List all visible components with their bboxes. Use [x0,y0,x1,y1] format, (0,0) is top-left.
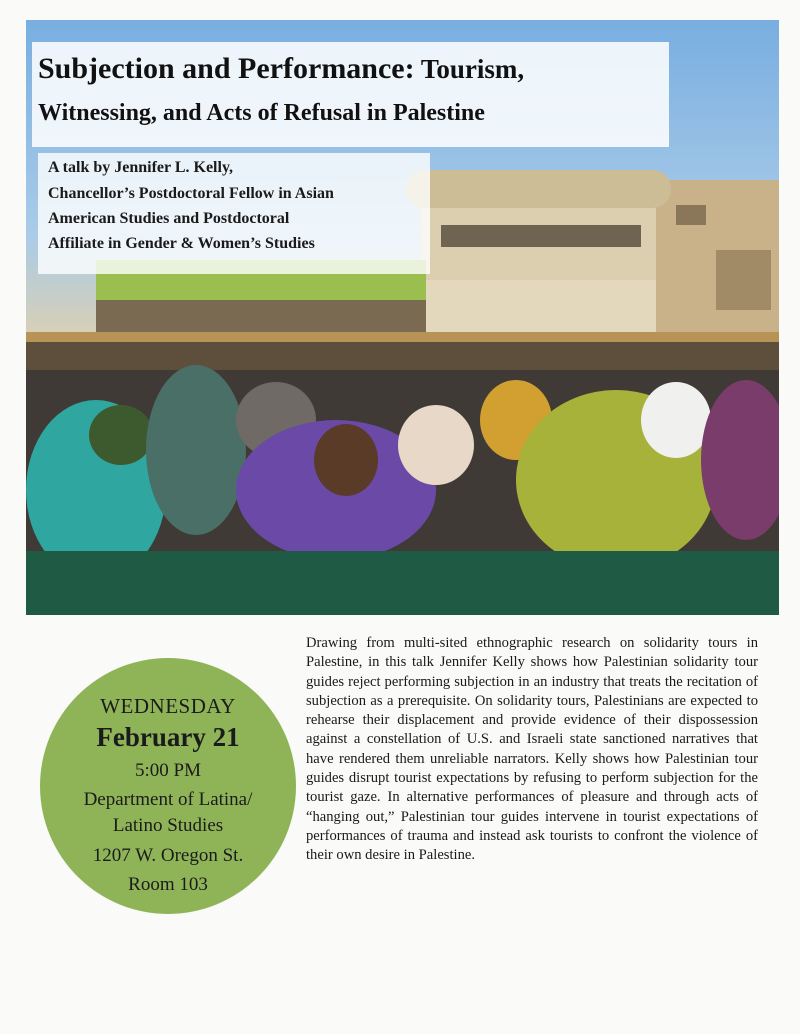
title-line-2: Witnessing, and Acts of Refusal in Palestine [38,100,485,126]
speaker-line-2: Chancellor’s Postdoctoral Fellow in Asian [48,185,334,202]
event-location-2: Latino Studies [112,815,224,836]
event-details-circle [40,658,296,914]
event-date: February 21 [96,722,240,752]
title-sub: Tourism, [414,54,525,84]
speaker-line-1: A talk by Jennifer L. Kelly, [48,159,234,176]
speaker-box [38,153,430,274]
title-box [32,42,669,147]
title-main: Subjection and Performance [38,52,405,85]
green-band [26,551,779,615]
speaker-line-3: American Studies and Postdoctoral [48,210,290,227]
event-day: WEDNESDAY [100,694,236,718]
title-line-1 [38,52,524,86]
event-room: Room 103 [128,874,208,895]
title-colon: : [404,52,415,85]
event-address: 1207 W. Oregon St. [92,845,244,866]
tour-group-photo [26,20,779,551]
event-time: 5:00 PM [135,760,201,781]
event-location-1: Department of Latina/ [83,789,253,810]
speaker-line-4: Affiliate in Gender & Women’s Studies [48,235,315,252]
talk-abstract: Drawing from multi-sited ethnographic research on solidarity tours in Palestine, in this talk Jennifer Kelly shows how Palestinian solidarity tour guides reject performing subjection in an industry that treats the recitation of subjection as a prerequisite. On solidarity tours, Palestinians are expected to rehearse their displacement and provide evidence of their dispossession against a constellation of U.S. and Israeli state sanctioned narratives that have rendered them unreliable narrators. Kelly shows how Palestinian tour guides disrupt tourist expectations by refusing to perform subjection for the tourist gaze. In alternative performances of pleasure and through acts of “hanging out,” Palestinian tour guides intervene in tourist expectations of performances of trauma and instead ask tourists to confront the violence of their own desire in Palestine. [306,635,758,864]
